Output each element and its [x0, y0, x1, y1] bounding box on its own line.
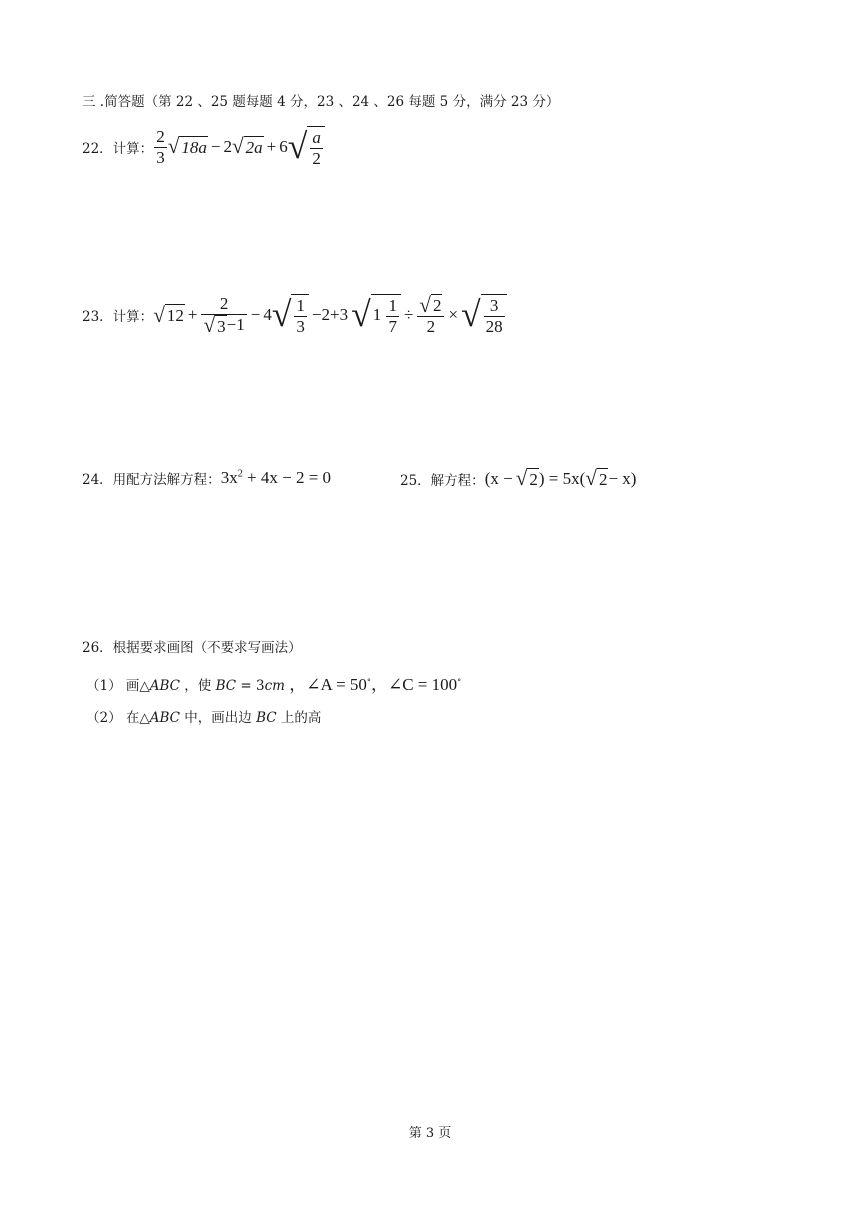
q22-sqrt-3: √ $\frac{a}{2}$ [288, 126, 325, 168]
question-23 [82, 294, 507, 337]
q23-sqrt-frac-5: √ $\frac{3}{28}$ [461, 294, 507, 336]
q22-label: 22．计算： [82, 141, 154, 158]
question-26: 26．根据要求画图（不要求写画法） [82, 640, 302, 656]
q23-expression: √ 12 + $\frac{2}{√ 3-1}$ − 4 √ $\frac{1}{3}$ −2+3 √ 1 $\frac{1}{7}$ ÷ $\frac{√ 2}{2}$ × √ $\frac{3}{28}$ [153, 294, 506, 337]
q22-op1: − [210, 137, 221, 157]
q22-expression [153, 126, 325, 168]
q22-sqrt-2: √ 2a [231, 134, 263, 159]
question-24 [82, 468, 331, 488]
q22-fraction-coef [154, 127, 167, 167]
question-26-part-1: （1） 画△ABC ，使 BC = 3cm ，∠A = 50°，∠C = 100° [86, 675, 462, 694]
q23-label: 23．计算： [82, 309, 154, 326]
q24-equation: $3x^2 + 4x - 2 = 0$ [220, 468, 332, 487]
q22-c2: 2 [223, 137, 232, 157]
q22-sqrt-1: √ 18a [167, 134, 207, 159]
q25-label: 25．解方程： [400, 473, 485, 490]
question-22 [82, 126, 325, 168]
page-number: 第 3 页 [408, 1126, 452, 1141]
q23-sqrt-frac-2: √ $\frac{1}{3}$ [272, 294, 309, 336]
q22-c1-num: 2 [156, 127, 165, 146]
q22-c1-den: 3 [156, 147, 165, 167]
section-heading: 三 .简答题（第 22 、25 题每题 4 分，23 、24 、26 每题 5 分，满分 23 分） [82, 94, 560, 110]
q25-equation: (x − √ 2 ) = 5x( √ 2 − x) [484, 466, 637, 491]
q23-fraction-4: $\frac{√ 2}{2}$ [417, 294, 444, 337]
q23-sqrt-mixed: √ 1 $\frac{1}{7}$ [351, 294, 401, 336]
q23-sqrt-12: √ 12 [153, 302, 184, 327]
question-25 [400, 468, 636, 490]
q22-c3: 6 [279, 137, 288, 157]
question-26-part-2: （2） 在△ABC 中，画出边 BC 上的高 [86, 710, 322, 726]
q22-op2: + [266, 137, 277, 157]
q24-label: 24．用配方法解方程： [82, 472, 221, 488]
q23-fraction-1: $\frac{2}{√ 3-1}$ [203, 294, 245, 338]
